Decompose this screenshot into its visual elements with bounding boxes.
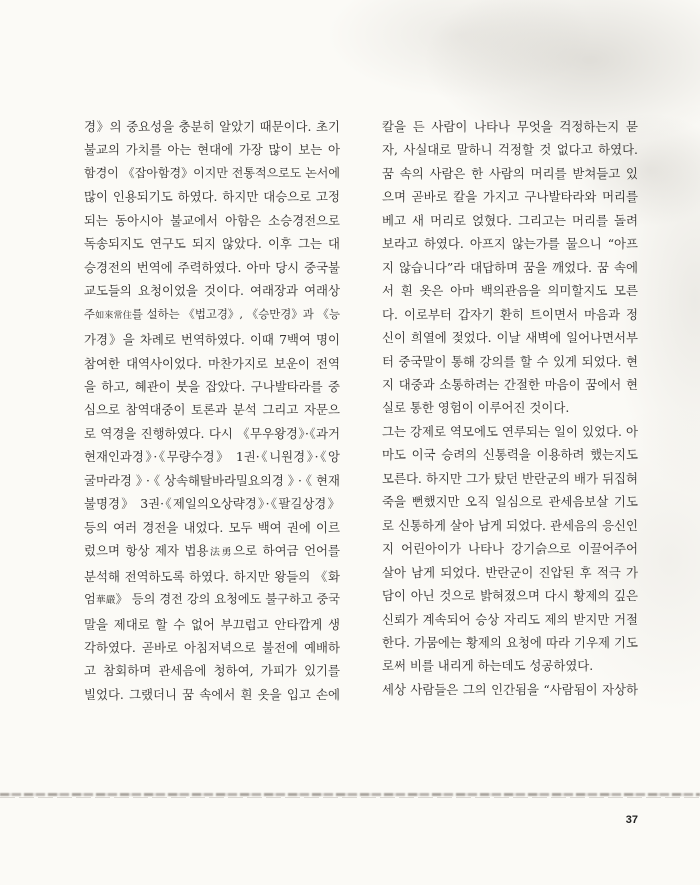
text-line: 렀으며 항상 제자 법용法勇으로 하여금 언어를 bbox=[84, 543, 340, 559]
text-line: 신뢰가 계속되어 승상 자리도 제의 받지만 거절 bbox=[382, 611, 638, 627]
text-line: 한다. 가뭄에는 황제의 요청에 따라 기우제 기도 bbox=[382, 634, 638, 650]
text-line: 심으로 참역대중이 토론과 분석 그리고 자문으 bbox=[84, 402, 340, 418]
brush-divider bbox=[0, 793, 700, 796]
text-line: 칼을 든 사람이 나타나 무엇을 걱정하는지 묻 bbox=[382, 119, 638, 134]
text-line: 독송되지도 연구도 되지 않았다. 이후 그는 대 bbox=[84, 236, 340, 252]
text-line: 로써 비를 내리게 하는데도 성공하였다. bbox=[382, 658, 594, 674]
text-line: 빌었다. 그랬더니 꿈 속에서 흰 옷을 입고 손에 bbox=[84, 686, 340, 702]
text-line: 지 어린아이가 나타나 강기슭으로 이끌어주어 bbox=[382, 541, 638, 557]
text-line: 신이 희열에 젖었다. 이날 새벽에 일어나면서부 bbox=[382, 330, 638, 346]
text-line: 그는 강제로 역모에도 연루되는 일이 있었다. 아 bbox=[382, 423, 638, 439]
text-line: 마도 이국 승려의 신통력을 이용하려 했는지도 bbox=[382, 447, 638, 463]
text-line: 주如來常住를 설하는 《법고경》, 《승만경》과 《능 bbox=[84, 306, 340, 321]
text-line: 지 않습니다”라 대답하며 꿈을 깨었다. 꿈 속에 bbox=[382, 259, 638, 275]
text-line: 참여한 대역사이었다. 마찬가지로 보운이 전역 bbox=[84, 355, 340, 371]
text-line: 말을 제대로 할 수 없어 부끄럽고 안타깝게 생 bbox=[84, 616, 340, 632]
text-line: 로 역경을 진행하였다. 다시 《무우왕경》·《과거 bbox=[84, 425, 340, 441]
text-line: 불교의 가치를 아는 현대에 가장 많이 보는 아 bbox=[84, 142, 340, 158]
text-line: 경》의 중요성을 충분히 알았기 때문이다. 초기 bbox=[84, 119, 340, 134]
paragraph bbox=[382, 420, 638, 678]
text-line: 꿈 속의 사람은 한 사람의 머리를 받쳐들고 있 bbox=[382, 165, 638, 181]
text-line: 현재인과경》·《무량수경》 1권·《니원경》·《앙 bbox=[84, 449, 340, 465]
right-column bbox=[382, 115, 638, 701]
text-line: 함경이 《잡아함경》이지만 전통적으로도 논서에 bbox=[84, 165, 340, 180]
text-line: 엄華嚴》 등의 경전 강의 요청에도 불구하고 중국 bbox=[84, 592, 340, 607]
text-line: 불명경》 3권·《제일의오상략경》·《팔길상경》 bbox=[84, 496, 340, 512]
hanja-gloss: 華嚴 bbox=[95, 595, 116, 607]
text-line: 담이 아닌 것으로 밝혀졌으며 다시 황제의 깊은 bbox=[382, 588, 638, 604]
text-line: 살아 남게 되었다. 반란군이 진압된 후 적극 가 bbox=[382, 564, 638, 580]
text-line: 베고 새 머리로 얹혔다. 그리고는 머리를 돌려 bbox=[382, 212, 638, 228]
text-line: 실로 통한 영험이 이루어진 것이다. bbox=[382, 400, 570, 416]
text-line: 교도들의 요청이었을 것이다. 여래장과 여래상 bbox=[84, 283, 340, 299]
text-line: 모른다. 하지만 그가 탔던 반란군의 배가 뒤집혀 bbox=[382, 470, 638, 486]
text-line: 승경전의 번역에 주력하였다. 아마 당시 중국불 bbox=[84, 259, 340, 275]
text-line: 으며 곧바로 칼을 가지고 구나발타라와 머리를 bbox=[382, 189, 638, 205]
text-line: 다. 이로부터 갑자기 환히 트이면서 마음과 정 bbox=[382, 306, 638, 322]
text-line: 굴마라경》·《상속해탈바라밀요의경》·《현재 bbox=[84, 472, 340, 488]
page-number: 37 bbox=[625, 814, 638, 826]
paragraph bbox=[382, 115, 638, 420]
text-line: 자, 사실대로 말하니 걱정할 것 없다고 하였다. bbox=[382, 142, 638, 158]
text-line: 분석해 전역하도록 하였다. 하지만 왕들의 《화 bbox=[84, 568, 340, 584]
hanja-gloss: 如來常住 bbox=[95, 310, 132, 321]
text-line: 터 중국말이 통해 강의를 할 수 있게 되었다. 현 bbox=[382, 353, 638, 369]
paragraph bbox=[84, 115, 340, 706]
text-line: 을 하고, 혜관이 붓을 잡았다. 구나발타라를 중 bbox=[84, 378, 340, 394]
text-line: 서 흰 옷은 아마 백의관음을 의미할지도 모른 bbox=[382, 283, 638, 299]
text-line: 로 신통하게 살아 남게 되었다. 관세음의 응신인 bbox=[382, 517, 638, 533]
text-line: 죽을 뻔했지만 오직 일심으로 관세음보살 기도 bbox=[382, 494, 638, 510]
brush-divider-shadow bbox=[0, 797, 700, 798]
text-line: 보라고 하였다. 아프지 않는가를 물으니 “아프 bbox=[382, 236, 638, 252]
text-line: 각하였다. 곧바로 아침저녁으로 불전에 예배하 bbox=[84, 639, 340, 655]
text-line: 되는 동아시아 불교에서 아함은 소승경전으로 bbox=[84, 212, 340, 228]
text-line: 지 대중과 소통하려는 간절한 마음이 꿈에서 현 bbox=[382, 376, 638, 392]
left-column bbox=[84, 115, 340, 706]
text-line: 등의 여러 경전을 내었다. 모두 백여 권에 이르 bbox=[84, 519, 340, 535]
text-line: 가경》을 차례로 번역하였다. 이때 7백여 명이 bbox=[84, 332, 340, 348]
paragraph bbox=[382, 678, 638, 701]
text-line: 세상 사람들은 그의 인간됨을 “사람됨이 자상하 bbox=[382, 681, 638, 697]
text-line: 많이 인용되기도 하였다. 하지만 대승으로 고정 bbox=[84, 189, 340, 205]
hanja-gloss: 法勇 bbox=[208, 547, 234, 559]
text-line: 고 참회하며 관세음에 청하여, 가피가 있기를 bbox=[84, 663, 340, 679]
